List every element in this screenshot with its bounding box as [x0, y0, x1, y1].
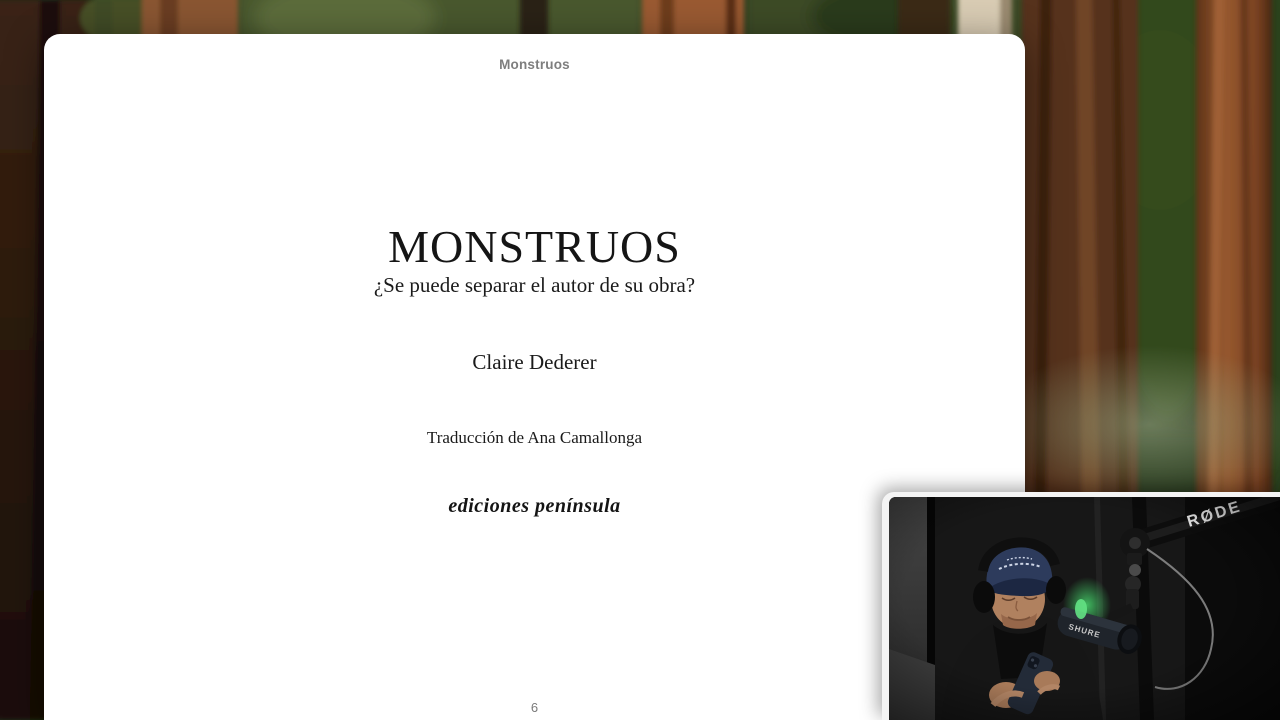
book-page[interactable] — [44, 34, 1025, 720]
book-title: MONSTRUOS — [388, 221, 681, 272]
book-subtitle: ¿Se puede separar el autor de su obra? — [373, 273, 696, 297]
book-translation-credit: Traducción de Ana Camallonga — [426, 428, 643, 447]
reader-header-title: Monstruos — [499, 57, 570, 72]
reader-window — [44, 34, 1025, 720]
book-publisher-logo: ediciones península — [448, 495, 621, 517]
webcam-overlay[interactable] — [882, 492, 1280, 720]
webcam-video — [889, 497, 1280, 720]
book-author: Claire Dederer — [472, 350, 597, 374]
page-number: 6 — [530, 700, 539, 715]
